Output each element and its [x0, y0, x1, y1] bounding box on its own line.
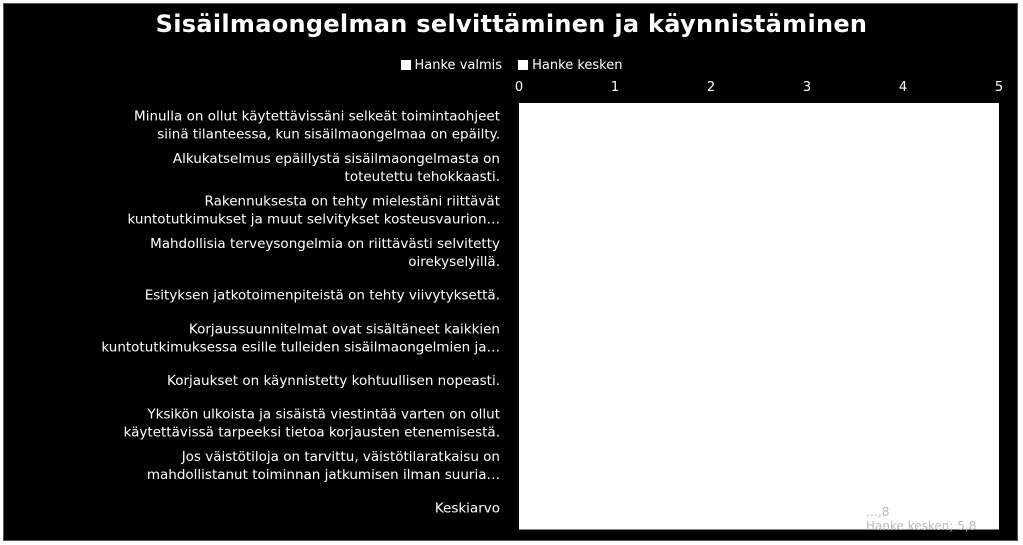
category-label: kuntotutkimuksessa esille tulleiden sisäilmaongelmien ja…	[101, 339, 500, 356]
bar-hanke-kesken	[519, 210, 999, 232]
category-label: toteutettu tehokkaasti.	[344, 168, 500, 185]
category-label: Alkukatselmus epäillystä sisäilmaongelmasta on	[172, 150, 500, 167]
bar-hanke-kesken	[519, 465, 999, 487]
category-label: Mahdollisia terveysongelmia on riittävästi selvitetty	[150, 236, 500, 253]
data-label: …,8	[866, 505, 890, 519]
category-label: Keskiarvo	[434, 500, 500, 517]
category-label: Rakennuksesta on tehty mielestäni riittävät	[204, 193, 500, 210]
x-tick-label: 0	[514, 80, 524, 95]
x-tick-label: 5	[994, 80, 1004, 95]
x-tick-label: 3	[802, 80, 812, 95]
x-tick-label: 1	[610, 80, 620, 95]
bar-hanke-valmis	[519, 146, 999, 168]
legend-label: Hanke valmis	[414, 58, 503, 73]
x-tick-label: 2	[706, 80, 716, 95]
bar-hanke-valmis	[519, 359, 999, 381]
legend-label: Hanke kesken	[532, 58, 623, 73]
chart-title: Sisäilmaongelman selvittäminen ja käynnistäminen	[155, 10, 868, 38]
data-label: Hanke kesken; 5,8	[866, 519, 977, 533]
bar-hanke-valmis	[519, 231, 999, 253]
category-label: Korjaussuunnitelmat ovat sisältäneet kaikkien	[188, 321, 500, 338]
bar-hanke-valmis	[519, 103, 999, 125]
category-label: Esityksen jatkotoimenpiteistä on tehty viivytyksettä.	[144, 287, 500, 304]
category-label: siinä tilanteessa, kun sisäilmaongelmaa on epäilty.	[157, 126, 500, 143]
category-label: Korjaukset on käynnistetty kohtuullisen nopeasti.	[167, 372, 500, 389]
category-label: mahdollistanut toiminnan jatkumisen ilman suuria…	[146, 467, 500, 484]
category-label: kuntotutkimukset ja muut selvitykset kosteusvaurion…	[127, 211, 500, 228]
bar-hanke-valmis	[519, 273, 999, 295]
category-label: Jos väistötiloja on tarvittu, väistötilaratkaisu on	[181, 449, 500, 466]
bar-hanke-kesken	[519, 380, 999, 402]
category-label: Yksikön ulkoista ja sisäistä viestintää varten on ollut	[147, 406, 500, 423]
bar-hanke-valmis	[519, 401, 999, 423]
bar-hanke-valmis	[519, 316, 999, 338]
bar-hanke-kesken	[519, 167, 999, 189]
bar-hanke-kesken	[519, 295, 999, 317]
bar-hanke-kesken	[519, 423, 999, 445]
bar-hanke-kesken	[519, 252, 999, 274]
bar-hanke-kesken	[519, 124, 999, 146]
category-label: oirekyselyillä.	[408, 254, 500, 271]
bar-hanke-kesken	[519, 337, 999, 359]
x-tick-label: 4	[898, 80, 908, 95]
category-label: Minulla on ollut käytettävissäni selkeät toimintaohjeet	[134, 108, 500, 125]
bar-hanke-valmis	[519, 444, 999, 466]
bar-hanke-valmis	[519, 486, 999, 508]
category-label: käytettävissä tarpeeksi tietoa korjausten etenemisestä.	[123, 424, 500, 441]
bar-hanke-valmis	[519, 188, 999, 210]
